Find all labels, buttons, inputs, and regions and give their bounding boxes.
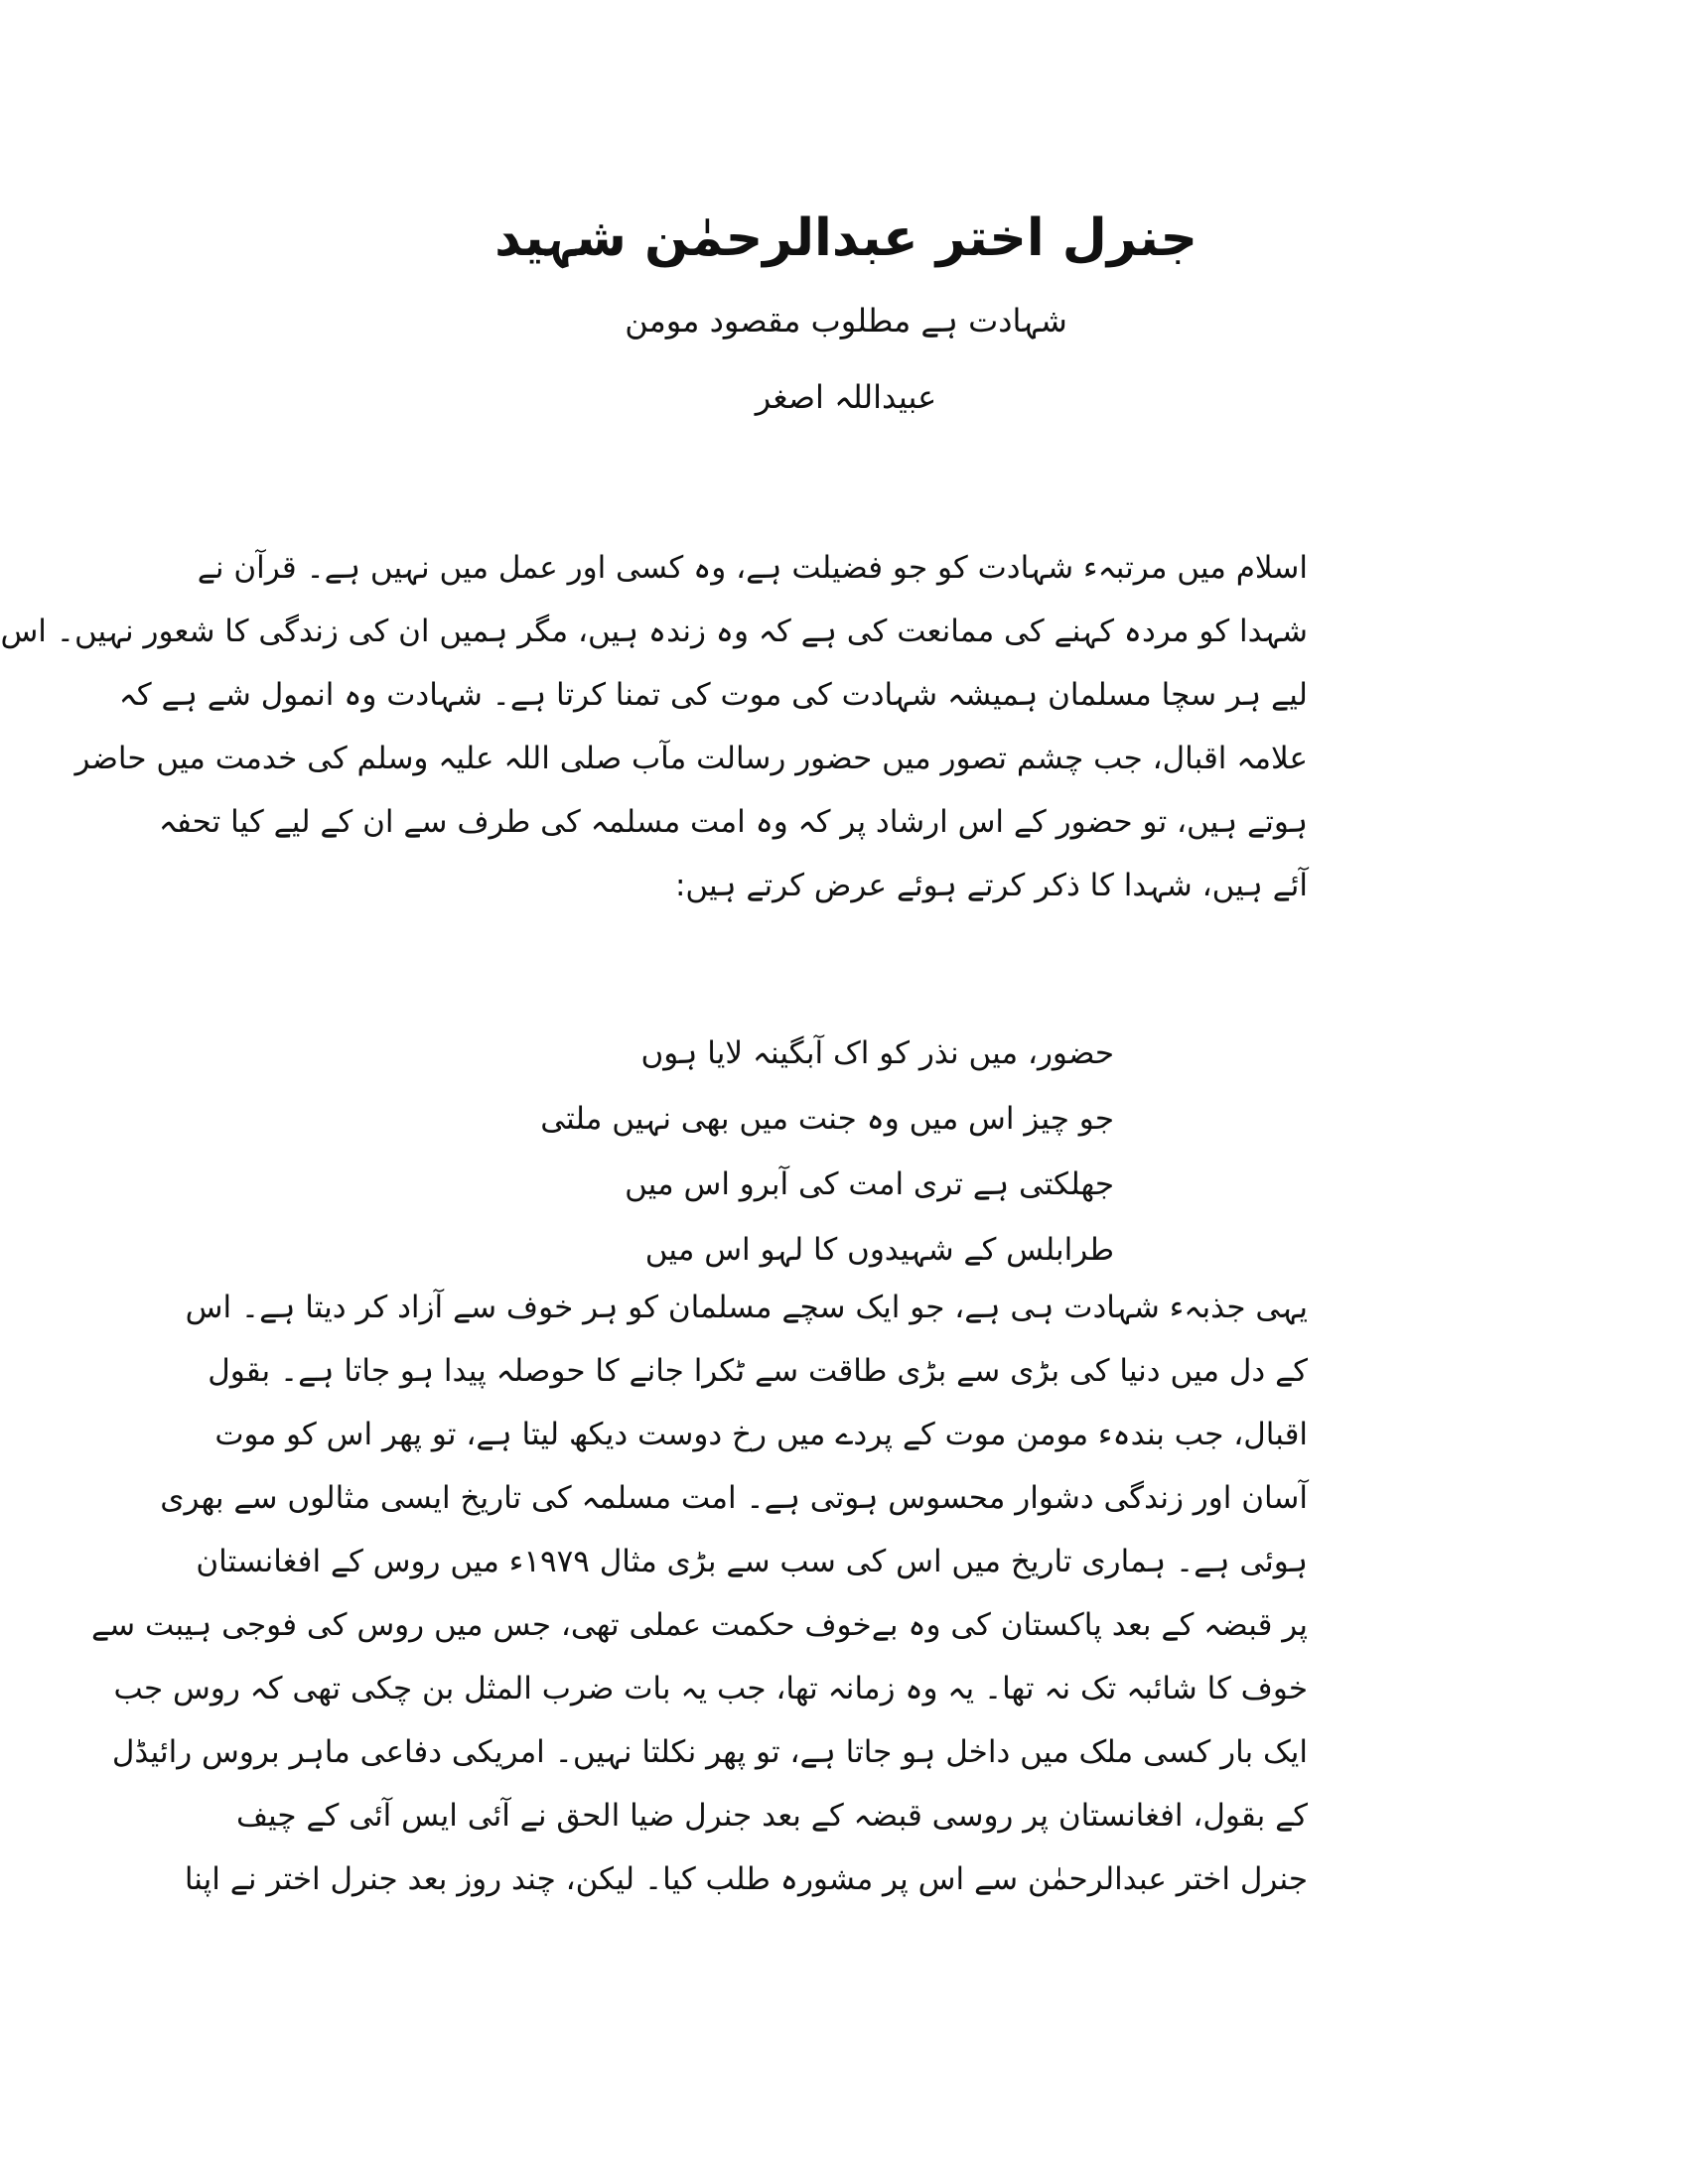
paragraph-line: پر قبضہ کے بعد پاکستان کی وہ بےخوف حکمت عملی تھی، جس میں روس کی فوجی ہیبت سے: [91, 1607, 1308, 1643]
article-subtitle: شہادت ہے مطلوب مقصود مومن: [625, 302, 1067, 340]
paragraph-line: آئے ہیں، شہدا کا ذکر کرتے ہوئے عرض کرتے ہیں:: [674, 868, 1308, 903]
paragraph-line: لیے ہر سچا مسلمان ہمیشہ شہادت کی موت کی تمنا کرتا ہے۔ شہادت وہ انمول شے ہے کہ: [118, 677, 1308, 713]
paragraph-body: [91, 1276, 1308, 1911]
paragraph-line: کے دل میں دنیا کی بڑی سے بڑی طاقت سے ٹکرا جانے کا حوصلہ پیدا ہو جاتا ہے۔ بقول: [208, 1353, 1308, 1389]
paragraph-line: ہوئی ہے۔ ہماری تاریخ میں اس کی سب سے بڑی مثال ۱۹۷۹ء میں روس کے افغانستان: [196, 1544, 1308, 1579]
paragraph-intro: [0, 536, 1308, 917]
paragraph-line: ہوتے ہیں، تو حضور کے اس ارشاد پر کہ وہ امت مسلمہ کی طرف سے ان کے لیے کیا تحفہ: [158, 804, 1308, 840]
verse-line: طرابلس کے شہیدوں کا لہو اس میں: [644, 1232, 1114, 1268]
verse-line: جو چیز اس میں وہ جنت میں بھی نہیں ملتی: [540, 1101, 1114, 1137]
paragraph-line: کے بقول، افغانستان پر روسی قبضہ کے بعد جنرل ضیا الحق نے آئی ایس آئی کے چیف: [235, 1798, 1308, 1834]
article-title: جنرل اختر عبدالرحمٰن شہید: [494, 208, 1197, 268]
paragraph-line: جنرل اختر عبدالرحمٰن سے اس پر مشورہ طلب کیا۔ لیکن، چند روز بعد جنرل اختر نے اپنا: [184, 1861, 1308, 1897]
paragraph-line: ایک بار کسی ملک میں داخل ہو جاتا ہے، تو پھر نکلتا نہیں۔ امریکی دفاعی ماہر بروس رائیڈل: [111, 1734, 1308, 1770]
verse-line: حضور، میں نذر کو اک آبگینہ لایا ہوں: [640, 1035, 1114, 1071]
document-page: [2, 0, 1690, 2184]
paragraph-line: اسلام میں مرتبہء شہادت کو جو فضیلت ہے، وہ کسی اور عمل میں نہیں ہے۔ قرآن نے: [197, 550, 1308, 586]
paragraph-line: خوف کا شائبہ تک نہ تھا۔ یہ وہ زمانہ تھا، جب یہ بات ضرب المثل بن چکی تھی کہ روس جب: [113, 1671, 1308, 1706]
poetry-verse: [540, 1021, 1114, 1283]
paragraph-line: آسان اور زندگی دشوار محسوس ہوتی ہے۔ امت مسلمہ کی تاریخ ایسی مثالوں سے بھری: [160, 1480, 1308, 1516]
paragraph-line: اقبال، جب بندہء مومن موت کے پردے میں رخ دوست دیکھ لیتا ہے، تو پھر اس کو موت: [214, 1417, 1308, 1452]
article-author: عبیداللہ اصغر: [755, 378, 937, 416]
paragraph-line: علامہ اقبال، جب چشم تصور میں حضور رسالت مآب صلی اللہ علیہ وسلم کی خدمت میں حاضر: [74, 741, 1308, 776]
verse-line: جھلکتی ہے تری امت کی آبرو اس میں: [625, 1166, 1114, 1202]
paragraph-line: شہدا کو مردہ کہنے کی ممانعت کی ہے کہ وہ زندہ ہیں، مگر ہمیں ان کی زندگی کا شعور نہیں۔ اس: [0, 614, 1308, 649]
paragraph-line: یہی جذبہء شہادت ہی ہے، جو ایک سچے مسلمان کو ہر خوف سے آزاد کر دیتا ہے۔ اس: [185, 1290, 1308, 1325]
